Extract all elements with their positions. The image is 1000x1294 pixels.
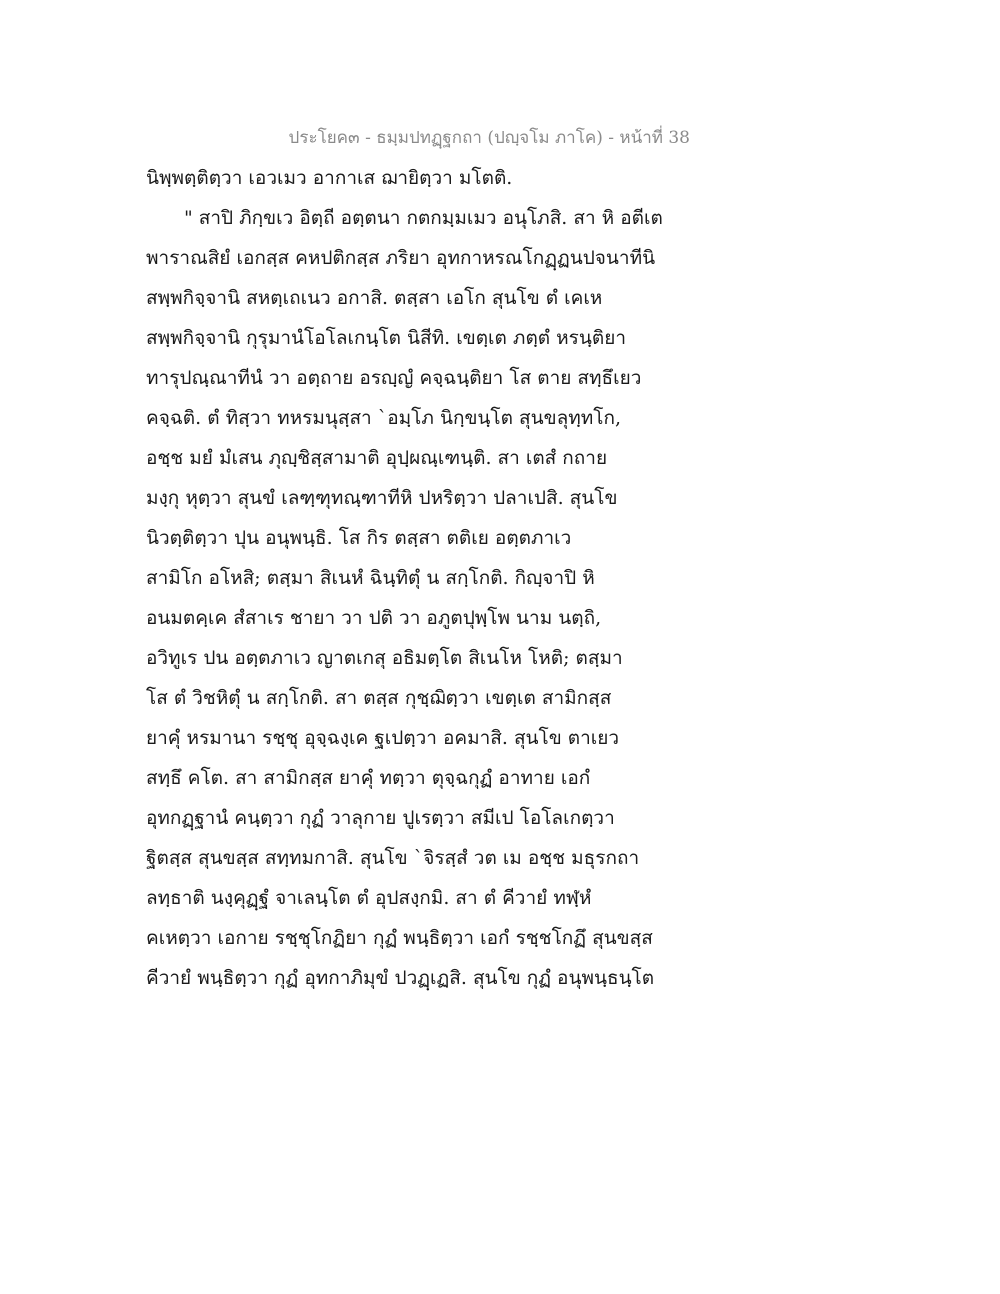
text-line: โส ตํ วิชหิตุํ น สกฺโกติ. สา ตสฺส กุชฺฌิตฺวา เขตฺเต สามิกสฺส xyxy=(146,687,612,709)
text-line: พาราณสิยํ เอกสฺส คหปติกสฺส ภริยา อุทกาหรณโกฏฺฏนปจนาทีนิ xyxy=(146,247,656,269)
text-line: อวิทูเร ปน อตฺตภาเว ญาตเกสุ อธิมตฺโต สิเนโห โหติ; ตสฺมา xyxy=(146,647,623,669)
text-line: ทารุปณฺณาทีนํ วา อตฺถาย อรญฺญํ คจฺฉนฺติยา โส ตาย สทฺธึเยว xyxy=(146,367,642,389)
text-line: นิพฺพตฺติตฺวา เอวเมว อากาเส ฌายิตฺวา มโตติ. xyxy=(146,167,513,189)
text-line: อนมตคฺเค สํสาเร ชายา วา ปติ วา อภูตปุพฺโพ นาม นตฺถิ, xyxy=(146,607,602,629)
running-header: ประโยค๓ - ธมฺมปทฏฺฐกถา (ปญฺจโม ภาโค) - หน้าที่ 38 xyxy=(288,128,690,148)
text-line: ลทฺธาติ นงฺคุฏฺฐํ จาเลนฺโต ตํ อุปสงฺกมิ. สา ตํ คีวายํ ทฬฺหํ xyxy=(146,887,592,909)
text-line: สามิโก อโหสิ; ตสฺมา สิเนหํ ฉินฺทิตุํ น สกฺโกติ. กิญฺจาปิ หิ xyxy=(146,567,595,589)
text-line: คีวายํ พนฺธิตฺวา กุฏํ อุทกาภิมุขํ ปวฏฺเฏสิ. สุนโข กุฏํ อนุพนฺธนฺโต xyxy=(146,967,655,989)
text-line: นิวตฺติตฺวา ปุน อนุพนฺธิ. โส กิร ตสฺสา ตติเย อตฺตภาเว xyxy=(146,527,572,549)
text-line: ฐิตสฺส สุนขสฺส สทฺทมกาสิ. สุนโข `จิรสฺสํ วต เม อชฺช มธุรกถา xyxy=(146,847,640,869)
text-line: คเหตฺวา เอกาย รชฺชุโกฏิยา กุฏํ พนฺธิตฺวา เอกํ รชฺชโกฏึ สุนขสฺส xyxy=(146,927,653,949)
body-text xyxy=(146,158,706,998)
text-line: สพฺพกิจฺจานิ กุรุมานํโอโลเกนฺโต นิสีทิ. เขตฺเต ภตฺตํ หรนฺติยา xyxy=(146,327,627,349)
text-line: สพฺพกิจฺจานิ สหตฺเถเนว อกาสิ. ตสฺสา เอโก สุนโข ตํ เคเห xyxy=(146,287,603,309)
text-line: มงฺกุ หุตฺวา สุนขํ เลฑฺฑุทณฺฑาทีหิ ปหริตฺวา ปลาเปสิ. สุนโข xyxy=(146,487,618,509)
paragraph-first-line: " สาปิ ภิกฺขเว อิตฺถี อตฺตนา กตกมฺมเมว อนุโภสิ. สา หิ อตีเต xyxy=(184,207,663,229)
text-line: อุทกฏฺฐานํ คนฺตฺวา กุฏํ วาลุกาย ปูเรตฺวา สมีเป โอโลเกตฺวา xyxy=(146,807,615,829)
text-line: ยาคุํ หรมานา รชฺชุ อุจฺฉงฺเค ฐเปตฺวา อคมาสิ. สุนโข ตาเยว xyxy=(146,727,620,749)
text-line: สทฺธึ คโต. สา สามิกสฺส ยาคุํ ทตฺวา ตุจฺฉกุฏํ อาทาย เอกํ xyxy=(146,767,591,789)
text-line: คจฺฉติ. ตํ ทิสฺวา ทหรมนุสฺสา `อมฺโภ นิกฺขนฺโต สุนขลุทฺทโก, xyxy=(146,407,622,429)
text-line: อชฺช มยํ มํเสน ภุญฺชิสฺสามาติ อุปฺผณฺเฑนฺติ. สา เตสํ กถาย xyxy=(146,447,608,469)
